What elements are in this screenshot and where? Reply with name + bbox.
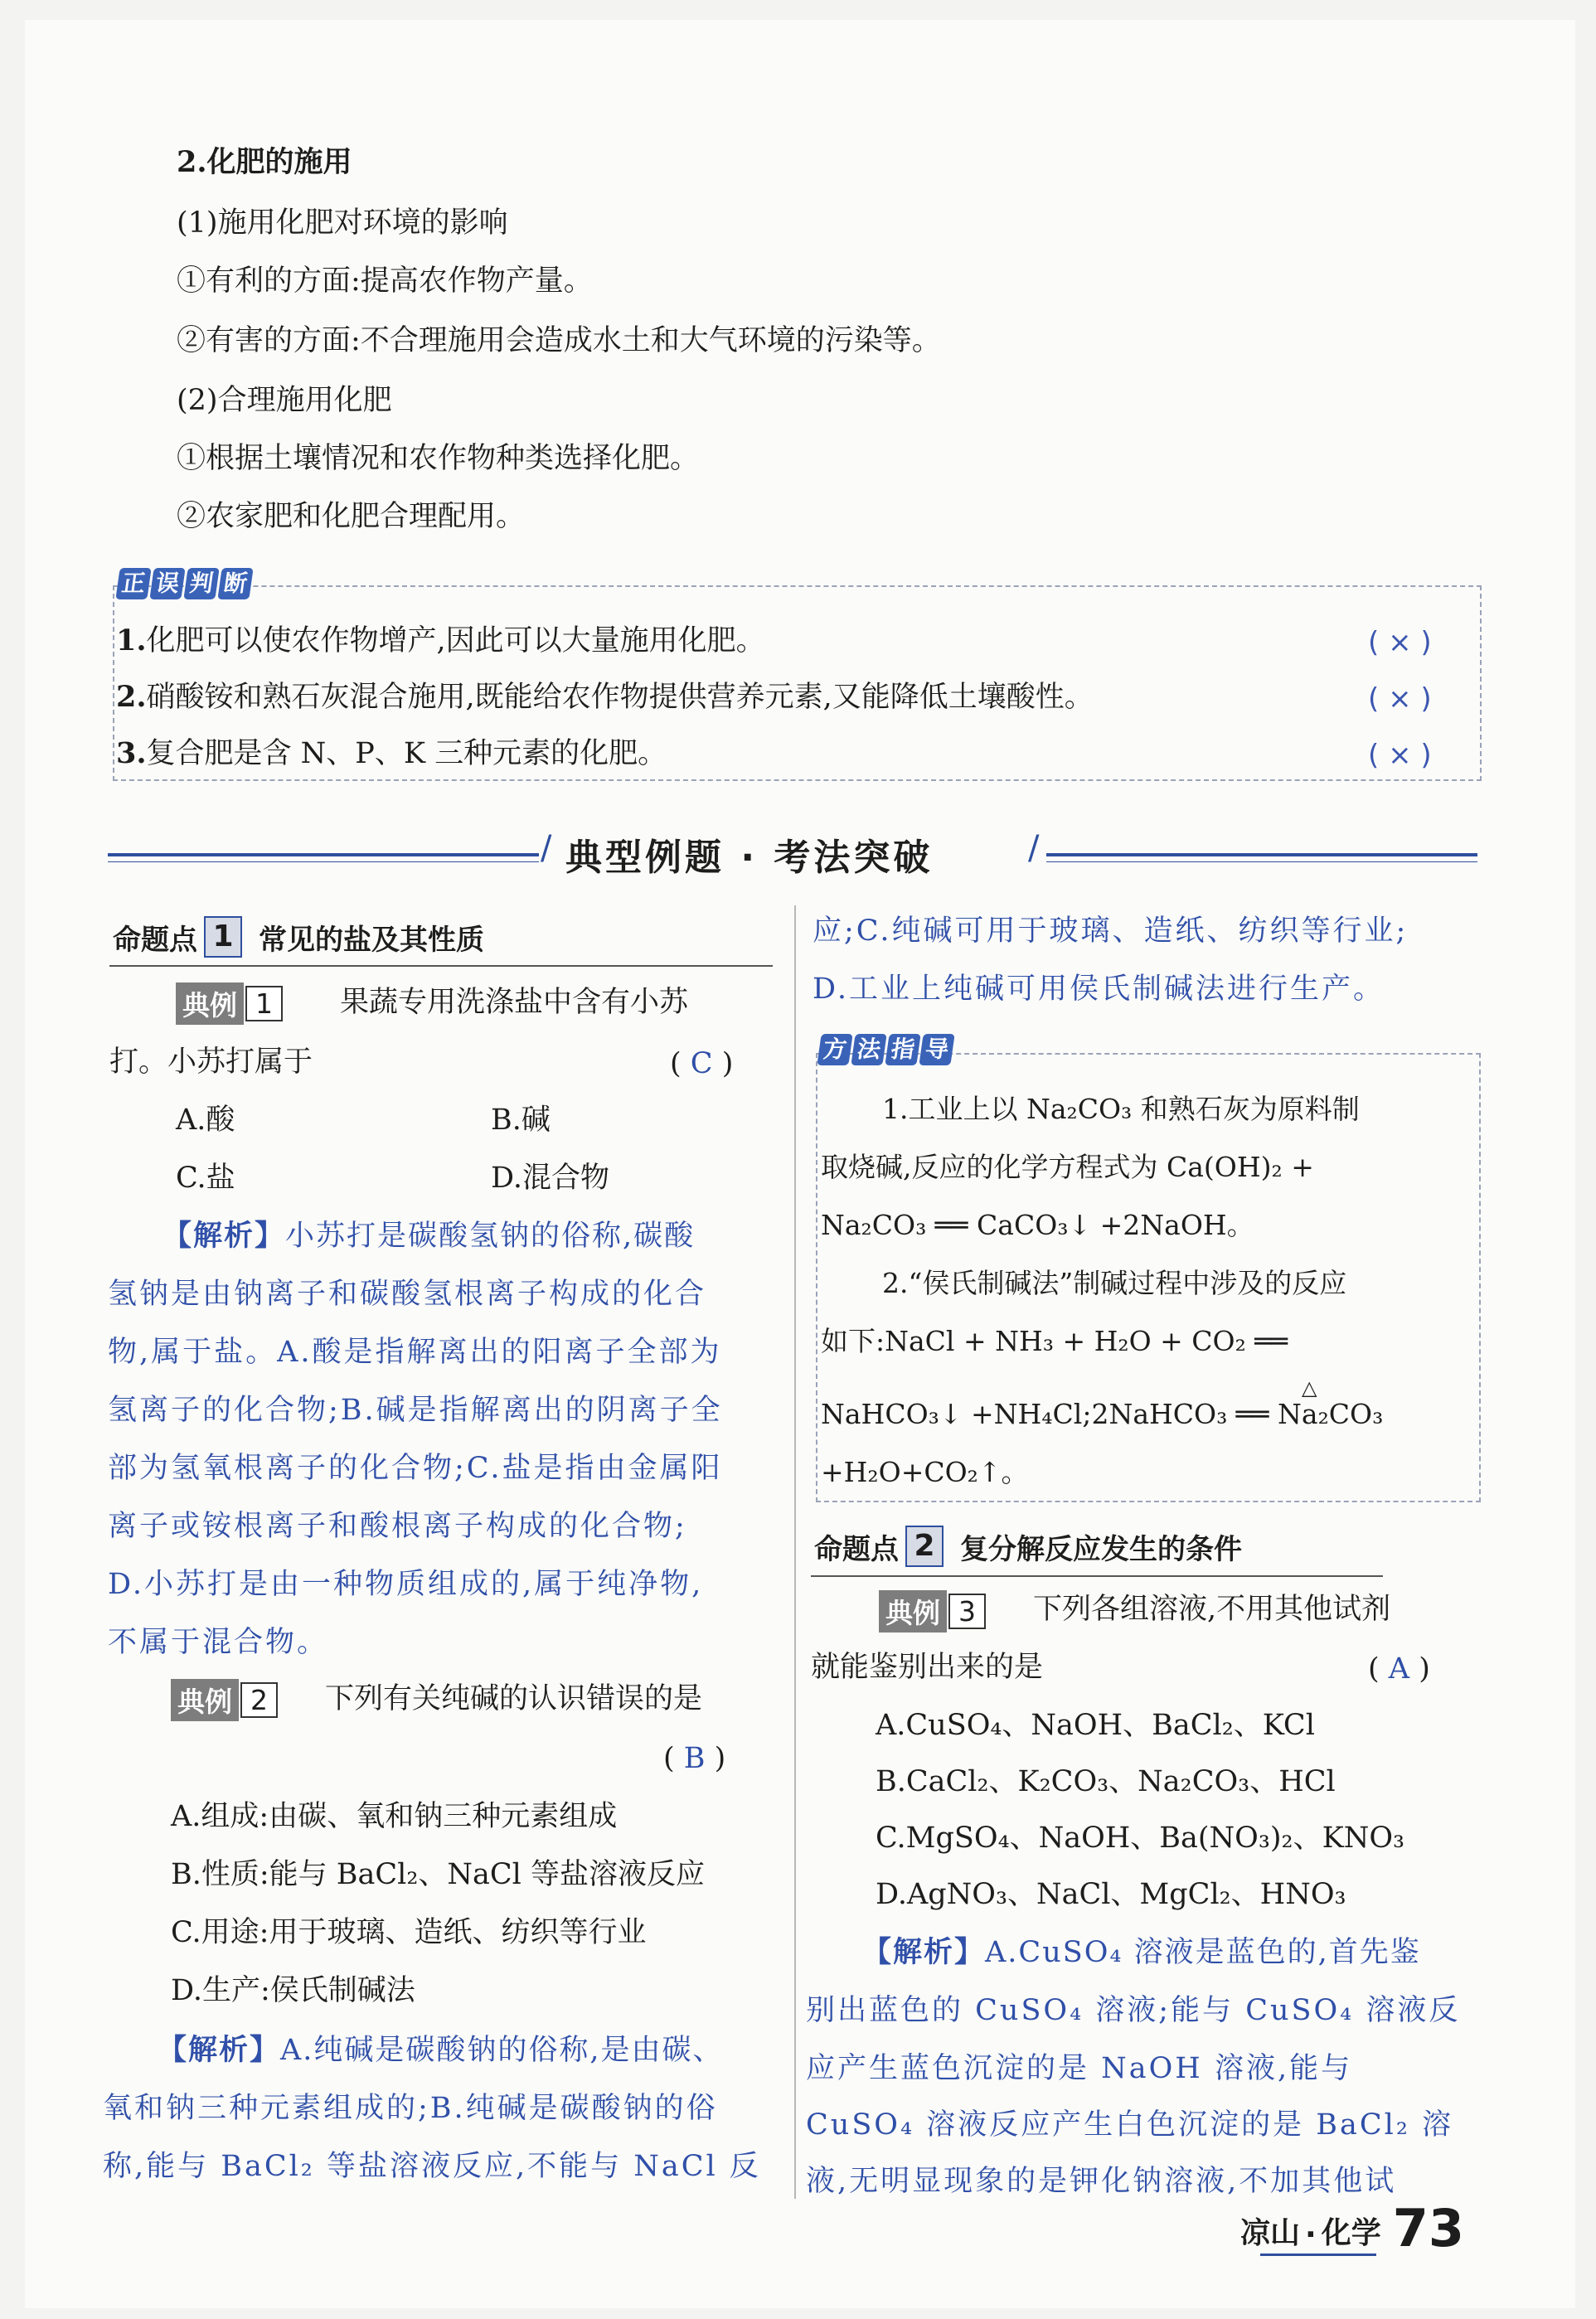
- judge-answer: [1368, 626, 1432, 659]
- topic-1: [113, 916, 484, 958]
- analysis-tag: 【解析】: [862, 1935, 986, 1969]
- intro-line: (1)施用化肥对环境的影响: [177, 206, 508, 240]
- method-tag-char: 导: [919, 1034, 954, 1065]
- judge-text: 化肥可以使农作物增产,因此可以大量施用化肥。: [146, 624, 765, 657]
- intro-heading: 2.化肥的施用: [177, 145, 352, 179]
- analysis-tag: 【解析】: [158, 2033, 281, 2067]
- analysis-line: 物,属于盐。A.酸是指解离出的阳离子全部为: [108, 1336, 722, 1369]
- method-line: 2.“侯氏制碱法”制碱过程中涉及的反应: [882, 1267, 1347, 1299]
- judge-answer: [1368, 739, 1432, 772]
- option: B.性质:能与 BaCl₂、NaCl 等盐溶液反应: [171, 1858, 705, 1891]
- analysis-line: [158, 2033, 724, 2068]
- method-tag-char: 指: [885, 1034, 920, 1065]
- method-line: NaHCO₃↓ +NH₄Cl;2NaHCO₃ ══ Na₂CO₃: [821, 1398, 1384, 1430]
- example-1-label: [176, 982, 283, 1025]
- example-1-question: 打。小苏打属于: [109, 1045, 313, 1079]
- judge-text: 硝酸铵和熟石灰混合施用,既能给农作物提供营养元素,又能降低土壤酸性。: [146, 681, 1094, 714]
- analysis-line: 离子或铵根离子和酸根离子构成的化合物;: [108, 1510, 687, 1543]
- judge-item: [116, 736, 667, 771]
- analysis-line: [163, 1219, 695, 1254]
- topic-2: [814, 1526, 1242, 1567]
- example-3-label: [879, 1590, 986, 1633]
- paren: ): [1419, 1652, 1430, 1686]
- paren: (: [1368, 1652, 1380, 1686]
- analysis-line: 氧和钠三种元素组成的;B.纯碱是碳酸钠的俗: [103, 2092, 718, 2125]
- example-2-label: [171, 1679, 278, 1721]
- judge-answer-text: ( × ): [1368, 739, 1432, 772]
- topic-underline: [109, 965, 773, 967]
- judge-answer-text: ( × ): [1368, 682, 1432, 716]
- example-number: 3: [948, 1594, 986, 1629]
- example-number: 1: [245, 986, 283, 1021]
- analysis-line: 应;C.纯碱可用于玻璃、造纸、纺织等行业;: [813, 915, 1409, 948]
- analysis-text: 小苏打是碳酸氢钠的俗称,碳酸: [285, 1220, 696, 1253]
- example-3-question: 就能鉴别出来的是: [811, 1651, 1044, 1684]
- judge-answer-text: ( × ): [1368, 626, 1432, 659]
- section-rule-left: [108, 853, 539, 856]
- paren: (: [663, 1742, 675, 1775]
- paren: ): [721, 1047, 734, 1080]
- topic-underline: [811, 1575, 1383, 1577]
- option: D.生产:侯氏制碱法: [171, 1974, 415, 2007]
- option: A.组成:由碳、氧和钠三种元素组成: [171, 1800, 618, 1833]
- analysis-line: 称,能与 BaCl₂ 等盐溶液反应,不能与 NaCl 反: [103, 2150, 761, 2183]
- footer-subject: 化学: [1321, 2215, 1381, 2250]
- topic-number: 1: [204, 916, 242, 958]
- example-number: 2: [240, 1682, 278, 1718]
- page-footer: [1240, 2198, 1464, 2258]
- intro-line: (2)合理施用化肥: [177, 384, 392, 417]
- topic-label: 命题点: [814, 1532, 899, 1566]
- footer-dot: ·: [1305, 2217, 1317, 2252]
- analysis-line: 部为氢氧根离子的化合物;C.盐是指由金属阳: [108, 1452, 723, 1485]
- analysis-line: 不属于混合物。: [108, 1626, 329, 1659]
- answer-letter: B: [683, 1742, 706, 1775]
- option: D.混合物: [491, 1162, 609, 1195]
- analysis-line: D.工业上纯碱可用侯氏制碱法进行生产。: [813, 973, 1385, 1006]
- example-1-question: 果蔬专用洗涤盐中含有小苏: [340, 986, 689, 1019]
- section-slash-right: /: [1028, 829, 1040, 867]
- option: A.CuSO₄、NaOH、BaCl₂、KCl: [876, 1709, 1315, 1742]
- intro-line: ②有害的方面:不合理施用会造成水土和大气环境的污染等。: [177, 324, 941, 357]
- judge-item: [116, 680, 1094, 715]
- paren: ): [714, 1742, 726, 1775]
- analysis-tag: 【解析】: [163, 1219, 286, 1253]
- section-rule-left-thin: [108, 861, 539, 862]
- example-1-answer: [670, 1046, 733, 1081]
- example-tag: 典例: [879, 1590, 947, 1633]
- judge-num: 2.: [116, 680, 147, 714]
- answer-letter: A: [1388, 1652, 1410, 1686]
- analysis-line: 氢钠是由钠离子和碳酸氢根离子构成的化合: [108, 1278, 707, 1311]
- example-tag: 典例: [171, 1679, 239, 1721]
- intro-line: ①有利的方面:提高农作物产量。: [177, 264, 593, 298]
- judge-tag-char: 正: [115, 568, 151, 599]
- judge-item: [116, 623, 765, 658]
- option: C.用途:用于玻璃、造纸、纺织等行业: [171, 1916, 647, 1949]
- judge-text: 复合肥是含 N、P、K 三种元素的化肥。: [146, 737, 667, 770]
- example-2-question: 下列有关纯碱的认识错误的是: [325, 1682, 703, 1715]
- intro-line: ②农家肥和化肥合理配用。: [177, 500, 526, 533]
- topic-title: 复分解反应发生的条件: [960, 1532, 1242, 1566]
- option: B.CaCl₂、K₂CO₃、Na₂CO₃、HCl: [876, 1765, 1336, 1798]
- method-tag-char: 方: [817, 1034, 852, 1065]
- section-rule-right: [1046, 853, 1477, 856]
- analysis-line: 液,无明显现象的是钾化钠溶液,不加其他试: [806, 2165, 1397, 2198]
- section-title: 典型例题 · 考法突破: [565, 837, 934, 879]
- footer-region: 凉山: [1240, 2215, 1301, 2250]
- method-tag: [819, 1034, 953, 1065]
- judge-tag: [118, 568, 251, 599]
- example-2-answer: [663, 1741, 725, 1776]
- option: D.AgNO₃、NaCl、MgCl₂、HNO₃: [876, 1878, 1346, 1911]
- analysis-text: A.纯碱是碳酸钠的俗称,是由碳、: [280, 2034, 724, 2067]
- analysis-line: CuSO₄ 溶液反应产生白色沉淀的是 BaCl₂ 溶: [806, 2108, 1453, 2142]
- method-line: +H₂O+CO₂↑。: [821, 1456, 1029, 1488]
- topic-number: 2: [905, 1526, 944, 1567]
- page-number: 73: [1392, 2198, 1464, 2258]
- section-slash-left: /: [541, 829, 552, 867]
- analysis-text: A.CuSO₄ 溶液是蓝色的,首先鉴: [985, 1936, 1421, 1969]
- method-line: 取烧碱,反应的化学方程式为 Ca(OH)₂ +: [821, 1151, 1314, 1183]
- option: C.MgSO₄、NaOH、Ba(NO₃)₂、KNO₃: [876, 1822, 1405, 1855]
- analysis-line: [862, 1935, 1421, 1970]
- option: C.盐: [176, 1162, 235, 1195]
- judge-answer: [1368, 682, 1432, 716]
- intro-line: ①根据土壤情况和农作物种类选择化肥。: [177, 442, 700, 475]
- footer-rule: [1260, 2254, 1376, 2256]
- judge-num: 3.: [116, 736, 147, 770]
- section-rule-right-thin: [1046, 861, 1477, 862]
- heat-symbol: △: [1302, 1376, 1317, 1400]
- method-line: 如下:NaCl + NH₃ + H₂O + CO₂ ══: [821, 1325, 1288, 1357]
- topic-title: 常见的盐及其性质: [259, 923, 484, 957]
- example-3-question: 下列各组溶液,不用其他试剂: [1033, 1593, 1391, 1626]
- topic-label: 命题点: [113, 923, 197, 957]
- option: B.碱: [491, 1104, 551, 1137]
- analysis-line: D.小苏打是由一种物质组成的,属于纯净物,: [108, 1568, 704, 1601]
- analysis-line: 应产生蓝色沉淀的是 NaOH 溶液,能与: [806, 2052, 1353, 2085]
- example-3-answer: [1368, 1652, 1430, 1686]
- judge-tag-char: 断: [217, 568, 253, 599]
- analysis-line: 别出蓝色的 CuSO₄ 溶液;能与 CuSO₄ 溶液反: [806, 1994, 1461, 2027]
- option: A.酸: [176, 1104, 235, 1137]
- column-divider: [794, 905, 796, 2199]
- example-tag: 典例: [176, 982, 244, 1025]
- analysis-line: 氢离子的化合物;B.碱是指解离出的阴离子全: [108, 1394, 723, 1427]
- method-line: Na₂CO₃ ══ CaCO₃↓ +2NaOH。: [821, 1209, 1254, 1241]
- answer-letter: C: [690, 1047, 713, 1080]
- method-line: 1.工业上以 Na₂CO₃ 和熟石灰为原料制: [882, 1093, 1360, 1125]
- judge-tag-char: 误: [149, 568, 185, 599]
- judge-num: 1.: [116, 623, 147, 657]
- judge-tag-char: 判: [183, 568, 219, 599]
- paren: (: [670, 1047, 682, 1080]
- method-tag-char: 法: [851, 1034, 886, 1065]
